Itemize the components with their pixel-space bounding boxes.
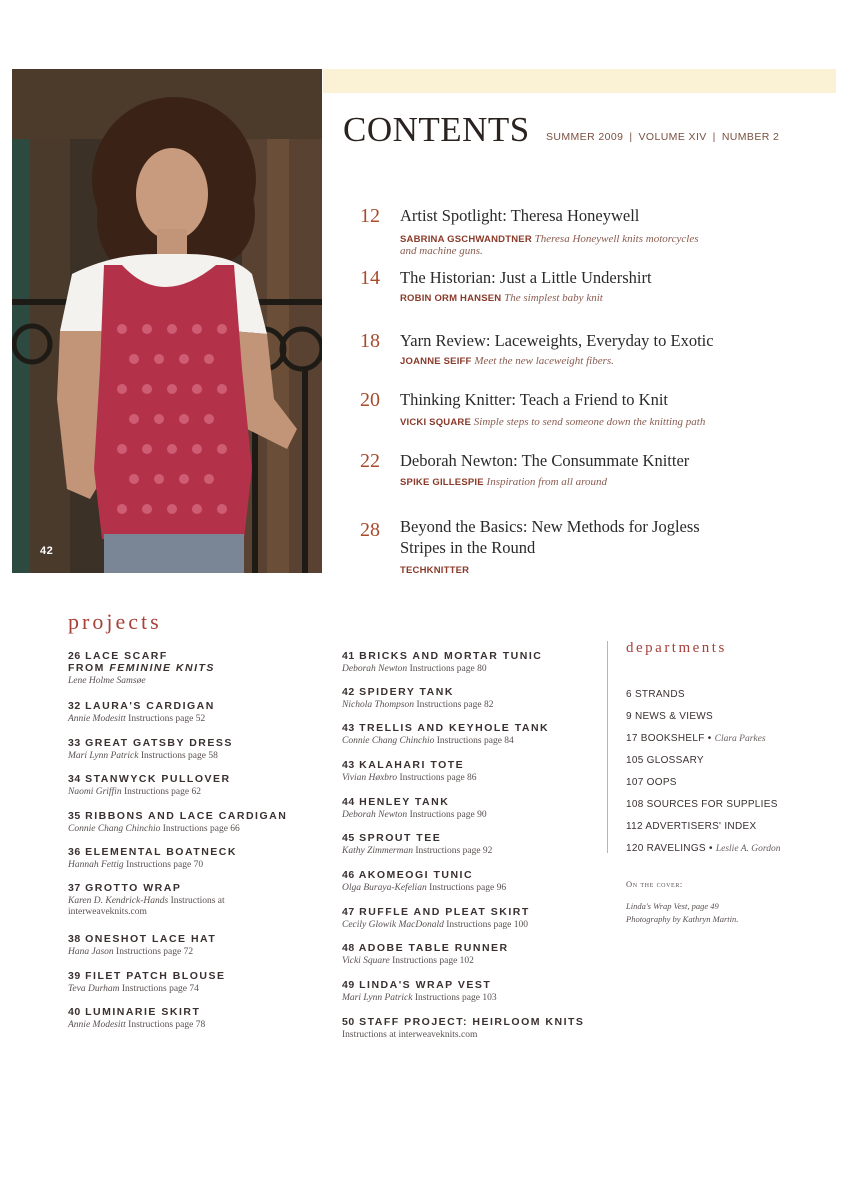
department-label: 112 ADVERTISERS' INDEX bbox=[626, 821, 757, 832]
department-author: Clara Parkes bbox=[714, 734, 766, 744]
project-designer: Hannah Fettig bbox=[68, 860, 124, 870]
project-designer: Olga Buraya-Kefelian bbox=[342, 883, 427, 893]
feature-description: Theresa Honeywell knits motorcycles bbox=[534, 233, 699, 245]
feature-author: JOANNE SEIFF bbox=[400, 356, 472, 367]
department-label: 120 RAVELINGS bbox=[626, 843, 706, 854]
issue-number: NUMBER 2 bbox=[721, 131, 780, 143]
project-designer: Lene Holme Samsøe bbox=[68, 676, 146, 686]
project-page-number: 44 bbox=[342, 796, 355, 808]
project-page-number: 38 bbox=[68, 933, 81, 945]
project-title: GROTTO WRAP bbox=[85, 882, 182, 894]
project-designer: Naomi Griffin bbox=[68, 787, 122, 797]
department-item[interactable] bbox=[626, 799, 778, 810]
project-designer: Karen D. Kendrick-Hands bbox=[68, 896, 169, 906]
department-label: 6 STRANDS bbox=[626, 689, 685, 700]
project-item[interactable] bbox=[68, 700, 328, 725]
project-page-number: 40 bbox=[68, 1006, 81, 1018]
project-item[interactable] bbox=[342, 832, 602, 857]
feature-page-number: 22 bbox=[360, 450, 380, 472]
project-designer: Annie Modesitt bbox=[68, 714, 126, 724]
project-instructions: Instructions page 86 bbox=[399, 773, 477, 783]
project-title: LAURA'S CARDIGAN bbox=[85, 700, 215, 712]
project-designer: Deborah Newton bbox=[342, 664, 408, 674]
project-designer: Annie Modesitt bbox=[68, 1020, 126, 1030]
feature-author: ROBIN ORM HANSEN bbox=[400, 293, 502, 304]
project-item[interactable] bbox=[342, 686, 602, 711]
project-designer: Deborah Newton bbox=[342, 810, 408, 820]
project-title: LUMINARIE SKIRT bbox=[85, 1006, 201, 1018]
feature-title: Yarn Review: Laceweights, Everyday to Exotic bbox=[400, 331, 714, 350]
project-instructions: Instructions page 52 bbox=[128, 714, 206, 724]
project-instructions: Instructions page 70 bbox=[126, 860, 204, 870]
project-instructions: Instructions page 90 bbox=[409, 810, 487, 820]
project-designer: Hana Jason bbox=[68, 947, 114, 957]
project-page-number: 39 bbox=[68, 970, 81, 982]
project-page-number: 45 bbox=[342, 832, 355, 844]
cover-photo-illustration bbox=[12, 69, 322, 573]
cover-note-credit: Photography by Kathryn Martin. bbox=[626, 914, 739, 924]
project-title: BRICKS AND MORTAR TUNIC bbox=[359, 650, 543, 662]
feature-page-number: 20 bbox=[360, 389, 380, 411]
feature-author: SPIKE GILLESPIE bbox=[400, 477, 484, 488]
feature-description: The simplest baby knit bbox=[504, 292, 603, 304]
project-title: GREAT GATSBY DRESS bbox=[85, 737, 233, 749]
feature-title: Thinking Knitter: Teach a Friend to Knit bbox=[400, 390, 668, 409]
feature-author: VICKI SQUARE bbox=[400, 417, 472, 428]
separator: | bbox=[712, 131, 716, 143]
project-item[interactable] bbox=[68, 737, 328, 762]
department-label: 17 BOOKSHELF bbox=[626, 733, 705, 744]
project-instructions: Instructions page 62 bbox=[123, 787, 201, 797]
project-item[interactable] bbox=[342, 722, 602, 747]
project-item[interactable] bbox=[68, 1006, 328, 1031]
project-page-number: 48 bbox=[342, 942, 355, 954]
issue-info bbox=[546, 131, 779, 143]
project-item[interactable] bbox=[68, 933, 328, 958]
project-title: ADOBE TABLE RUNNER bbox=[358, 942, 509, 954]
project-page-number: 36 bbox=[68, 846, 81, 858]
projects-heading: projects bbox=[68, 609, 162, 634]
project-title: KALAHARI TOTE bbox=[359, 759, 465, 771]
project-instructions: Instructions page 80 bbox=[409, 664, 487, 674]
top-color-band bbox=[323, 69, 836, 93]
project-instructions: Instructions page 82 bbox=[416, 700, 494, 710]
department-item[interactable] bbox=[626, 755, 704, 766]
project-title: SPIDERY TANK bbox=[359, 686, 454, 698]
photo-page-number: 42 bbox=[40, 545, 54, 557]
project-designer: Vicki Square bbox=[342, 956, 390, 966]
project-title-cont: FROM bbox=[68, 662, 110, 674]
issue-volume: VOLUME XIV bbox=[638, 131, 707, 143]
project-instructions: Instructions page 92 bbox=[415, 846, 493, 856]
project-designer: Connie Chang Chinchio bbox=[68, 824, 161, 834]
project-title: AKOMEOGI TUNIC bbox=[358, 869, 474, 881]
project-item[interactable] bbox=[342, 650, 602, 675]
project-page-number: 26 bbox=[68, 650, 81, 662]
project-instructions: Instructions page 102 bbox=[392, 956, 474, 966]
project-designer: Cecily Glowik MacDonald bbox=[342, 920, 444, 930]
project-title-book: FEMININE KNITS bbox=[109, 662, 215, 674]
project-designer: Teva Durham bbox=[68, 984, 120, 994]
project-title: FILET PATCH BLOUSE bbox=[85, 970, 226, 982]
feature-page-number: 14 bbox=[360, 267, 380, 289]
department-label: 108 SOURCES FOR SUPPLIES bbox=[626, 799, 778, 810]
project-designer: Connie Chang Chinchio bbox=[342, 736, 435, 746]
project-designer: Nichola Thompson bbox=[342, 700, 415, 710]
project-page-number: 49 bbox=[342, 979, 355, 991]
project-instructions: Instructions page 103 bbox=[414, 993, 497, 1003]
project-instructions: Instructions page 84 bbox=[436, 736, 514, 746]
feature-title: Beyond the Basics: New Methods for Jogless bbox=[400, 517, 700, 536]
department-item[interactable]: 17 BOOKSHELF • Clara Parkes bbox=[626, 733, 766, 744]
page-title: CONTENTS bbox=[343, 110, 530, 149]
cover-note-heading: On the cover: bbox=[626, 879, 683, 889]
project-page-number: 43 bbox=[342, 722, 355, 734]
feature-description: Simple steps to send someone down the knitting path bbox=[473, 416, 706, 428]
feature-title: The Historian: Just a Little Undershirt bbox=[400, 268, 652, 287]
feature-author: SABRINA GSCHWANDTNER bbox=[400, 234, 532, 245]
feature-title-cont: Stripes in the Round bbox=[400, 538, 536, 557]
separator: | bbox=[629, 131, 633, 143]
project-item[interactable] bbox=[342, 1016, 602, 1041]
project-item[interactable] bbox=[68, 810, 338, 835]
departments-heading: departments bbox=[626, 640, 727, 656]
project-item[interactable] bbox=[342, 796, 602, 821]
project-page-number: 43 bbox=[342, 759, 355, 771]
project-title: STAFF PROJECT: HEIRLOOM KNITS bbox=[359, 1016, 585, 1028]
department-item[interactable] bbox=[626, 821, 756, 832]
project-instructions: Instructions page 72 bbox=[116, 947, 194, 957]
project-item[interactable] bbox=[342, 906, 602, 931]
department-item[interactable] bbox=[626, 689, 685, 700]
project-page-number: 50 bbox=[342, 1016, 355, 1028]
department-label: 9 NEWS & VIEWS bbox=[626, 711, 713, 722]
project-title: SPROUT TEE bbox=[359, 832, 442, 844]
department-item[interactable]: 120 RAVELINGS • Leslie A. Gordon bbox=[626, 843, 781, 854]
project-instructions: Instructions page 66 bbox=[162, 824, 240, 834]
issue-season: SUMMER 2009 bbox=[546, 131, 624, 143]
feature-page-number: 12 bbox=[360, 205, 380, 227]
project-instructions: Instructions at bbox=[170, 896, 225, 906]
project-title: LINDA'S WRAP VEST bbox=[359, 979, 492, 991]
feature-page-number: 18 bbox=[360, 330, 380, 352]
feature-author: TECHKNITTER bbox=[400, 565, 470, 576]
feature-description: Inspiration from all around bbox=[486, 476, 608, 488]
project-designer: Mari Lynn Patrick bbox=[68, 751, 139, 761]
project-item[interactable] bbox=[68, 970, 328, 995]
department-label: 107 OOPS bbox=[626, 777, 677, 788]
project-title: HENLEY TANK bbox=[359, 796, 450, 808]
cover-note-project: Linda's Wrap Vest, page 49 bbox=[626, 901, 719, 911]
project-item[interactable] bbox=[68, 650, 328, 687]
project-page-number: 35 bbox=[68, 810, 81, 822]
project-instructions: Instructions page 96 bbox=[429, 883, 507, 893]
project-item[interactable] bbox=[342, 759, 602, 784]
column-divider bbox=[607, 641, 608, 853]
feature-description: Meet the new laceweight fibers. bbox=[474, 355, 614, 367]
project-item[interactable] bbox=[68, 846, 328, 871]
project-instructions-cont: interweaveknits.com bbox=[68, 907, 147, 917]
department-item[interactable] bbox=[626, 777, 677, 788]
project-item[interactable] bbox=[342, 869, 602, 894]
project-page-number: 46 bbox=[342, 869, 355, 881]
department-author: Leslie A. Gordon bbox=[715, 844, 781, 854]
project-page-number: 41 bbox=[342, 650, 355, 662]
feature-title: Deborah Newton: The Consummate Knitter bbox=[400, 451, 690, 470]
project-instructions: Instructions page 100 bbox=[446, 920, 529, 930]
feature-description-cont: and machine guns. bbox=[400, 245, 483, 257]
project-instructions: Instructions page 58 bbox=[140, 751, 218, 761]
project-instructions: Instructions page 78 bbox=[128, 1020, 206, 1030]
feature-page-number: 28 bbox=[360, 519, 380, 541]
project-title: ELEMENTAL BOATNECK bbox=[85, 846, 237, 858]
project-item[interactable] bbox=[342, 979, 602, 1004]
project-page-number: 33 bbox=[68, 737, 81, 749]
project-designer: Vivian Høxbro bbox=[342, 773, 398, 783]
project-instructions: Instructions page 74 bbox=[121, 984, 199, 994]
project-title: RUFFLE AND PLEAT SKIRT bbox=[359, 906, 530, 918]
project-title: ONESHOT LACE HAT bbox=[85, 933, 217, 945]
cover-photo bbox=[12, 69, 322, 573]
project-designer: Mari Lynn Patrick bbox=[342, 993, 413, 1003]
project-title: LACE SCARF bbox=[85, 650, 168, 662]
project-item[interactable] bbox=[342, 942, 602, 967]
project-page-number: 47 bbox=[342, 906, 355, 918]
project-designer: Kathy Zimmerman bbox=[342, 846, 413, 856]
project-page-number: 42 bbox=[342, 686, 355, 698]
feature-title: Artist Spotlight: Theresa Honeywell bbox=[400, 206, 640, 225]
department-label: 105 GLOSSARY bbox=[626, 755, 704, 766]
project-item[interactable] bbox=[68, 773, 328, 798]
project-page-number: 37 bbox=[68, 882, 81, 894]
project-item[interactable] bbox=[68, 882, 328, 918]
department-item[interactable] bbox=[626, 711, 713, 722]
project-title: STANWYCK PULLOVER bbox=[85, 773, 231, 785]
project-page-number: 34 bbox=[68, 773, 81, 785]
project-page-number: 32 bbox=[68, 700, 81, 712]
project-title: RIBBONS AND LACE CARDIGAN bbox=[85, 810, 288, 822]
project-instructions: Instructions at interweaveknits.com bbox=[342, 1030, 478, 1040]
project-title: TRELLIS AND KEYHOLE TANK bbox=[359, 722, 550, 734]
